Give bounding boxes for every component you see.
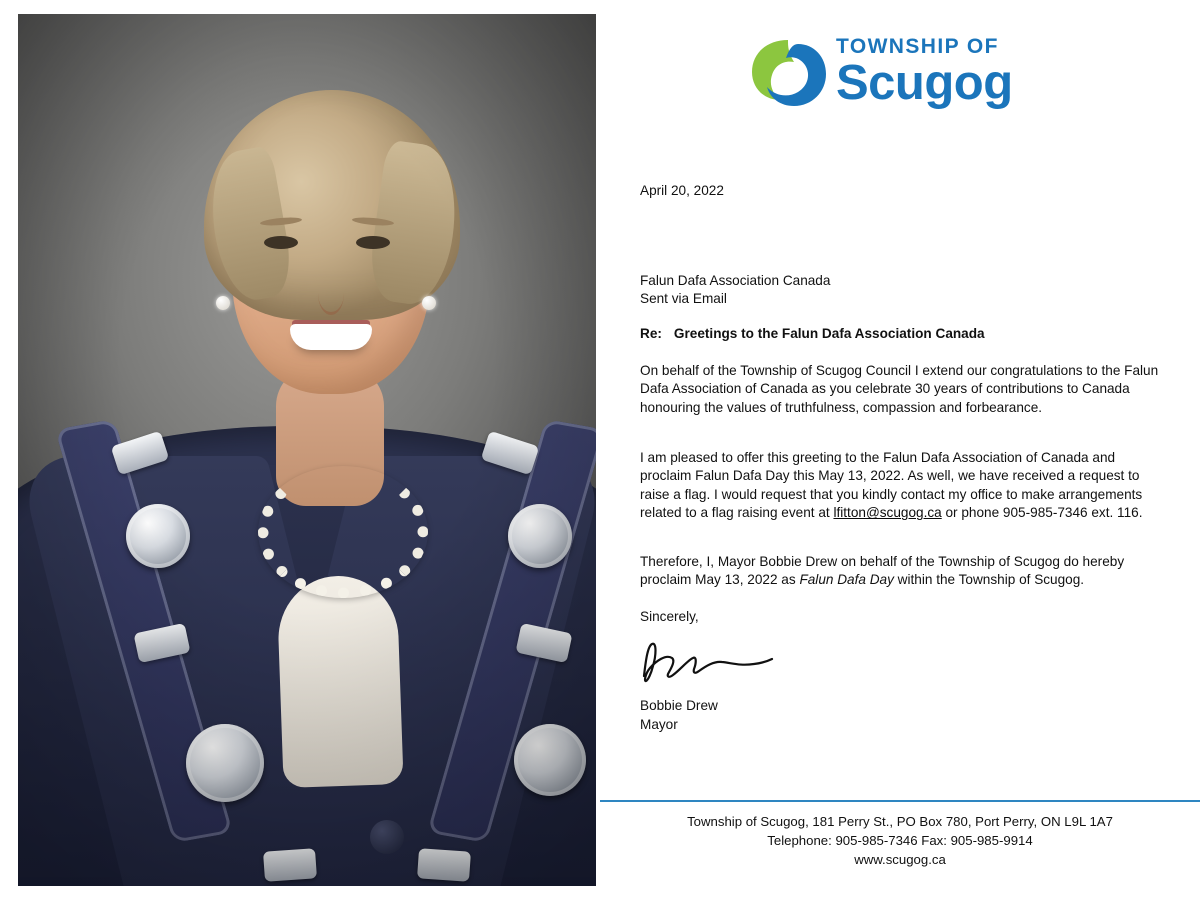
email-link[interactable]: lfitton@scugog.ca: [833, 505, 942, 521]
eyebrow-right: [352, 216, 394, 227]
chain-medallion: [126, 504, 190, 568]
township-logo: [750, 34, 1040, 129]
letter-body: [600, 0, 1200, 900]
earring-right: [422, 296, 436, 310]
eye-left: [264, 236, 298, 249]
chain-medallion: [508, 504, 572, 568]
addressee-line-1: Falun Dafa Association Canada: [640, 273, 831, 288]
footer-phone-fax: Telephone: 905-985-7346 Fax: 905-985-9914: [767, 833, 1033, 849]
subject-text: Greetings to the Falun Dafa Association Canada: [673, 326, 985, 341]
chain-clasp: [481, 431, 540, 476]
chain-of-office-left: [55, 419, 233, 843]
chain-clasp: [417, 848, 471, 882]
blouse: [276, 574, 403, 788]
letter-paragraph-2: [640, 449, 1160, 523]
eyebrow-left: [260, 216, 302, 227]
nose: [318, 272, 344, 315]
logo-wordmark: [836, 35, 1013, 110]
footer-divider: [600, 800, 1200, 802]
pearl-necklace: [258, 466, 428, 598]
mayor-portrait-photo: [18, 14, 596, 886]
footer-website: www.scugog.ca: [854, 852, 946, 868]
paragraph-2-text-before-email: I am pleased to offer this greeting to the Falun Dafa Association of Canada and proclaim Falun Dafa Day this May 13, 2022. As well, we have received a request to raise a flag. I would request that you kindly contact my office to make arrangements related to a flag raising event at: [640, 450, 1143, 521]
eye-right: [356, 236, 390, 249]
paragraph-3-text-after: within the Township of Scugog.: [893, 572, 1085, 588]
signer-name: Bobbie Drew: [640, 698, 718, 713]
letter-subject: [640, 325, 1160, 343]
face: [232, 132, 430, 394]
smile: [290, 324, 372, 350]
jacket-lapel-left: [18, 456, 374, 886]
scugog-leaf-swirl-logo-icon: [750, 38, 828, 110]
letter-paragraph-1: On behalf of the Township of Scugog Council I extend our congratulations to the Falun Dafa Association of Canada as you celebrate 30 years of contributions to Canada honouring the values of truthfulness, compassion and forbearance.: [640, 363, 1159, 415]
logo-line-scugog: Scugog: [836, 56, 1013, 110]
addressee-line-2: Sent via Email: [640, 291, 727, 307]
neck: [276, 366, 384, 506]
letter-closing: Sincerely,: [640, 609, 699, 624]
hair: [204, 90, 460, 320]
jacket: [18, 426, 596, 886]
portrait-backdrop: [18, 14, 596, 886]
jacket-button: [370, 820, 404, 854]
paragraph-2-text-after-email: or phone 905-985-7346 ext. 116.: [941, 505, 1143, 521]
jacket-lapel-right: [250, 456, 596, 886]
letter-footer: [600, 812, 1200, 869]
letter-addressee: [640, 272, 1160, 309]
footer-address: Township of Scugog, 181 Perry St., PO Box 780, Port Perry, ON L9L 1A7: [687, 814, 1113, 829]
letter-paragraph-3: [640, 553, 1160, 590]
chain-clasp: [263, 848, 317, 882]
signer-block: [640, 696, 1160, 734]
earring-left: [216, 296, 230, 310]
signer-title: Mayor: [640, 717, 678, 733]
chain-medallion: [186, 724, 264, 802]
logo-line-township-of: TOWNSHIP OF: [836, 35, 999, 58]
proclamation-day-name: Falun Dafa Day: [799, 572, 894, 588]
subject-label: Re:: [640, 326, 662, 341]
letter-date: April 20, 2022: [640, 183, 724, 198]
paragraph-3-text-before: Therefore, I, Mayor Bobbie Drew on behalf of the Township of Scugog do hereby proclaim May 13, 2022 as: [640, 554, 1125, 588]
signature-image: [636, 636, 786, 690]
chain-of-office-right: [427, 419, 596, 843]
chain-medallion: [514, 724, 586, 796]
chain-clasp: [111, 431, 170, 476]
chain-clasp: [133, 623, 190, 663]
chain-clasp: [515, 623, 572, 663]
